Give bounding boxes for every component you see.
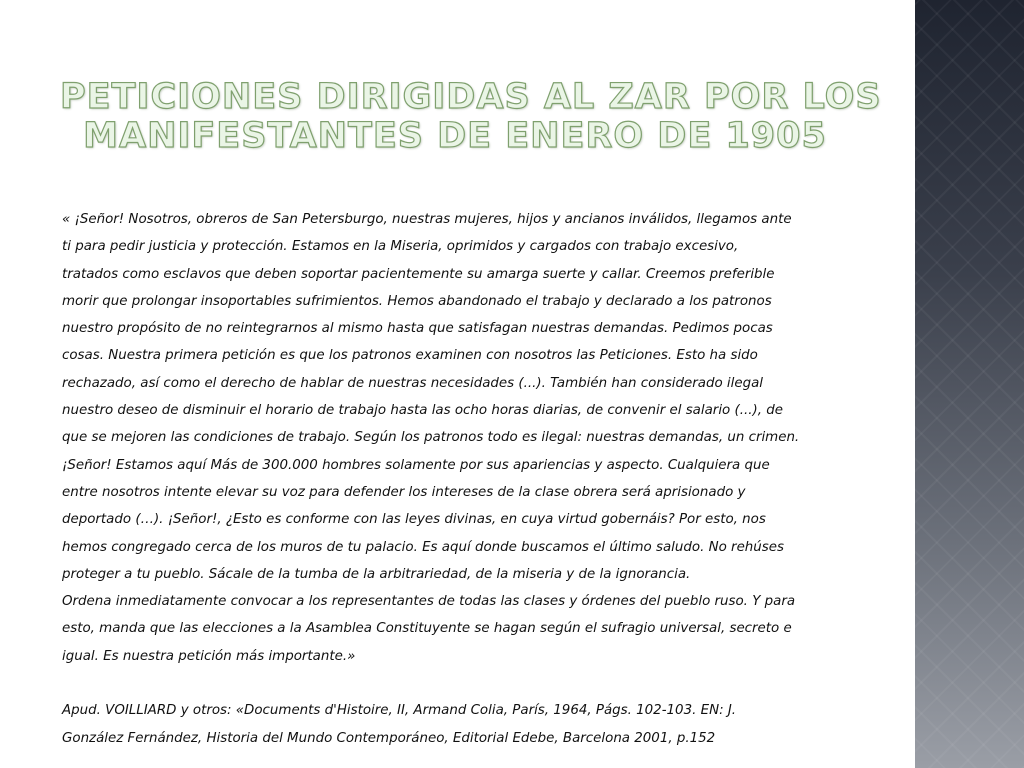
petition-line: ¡Señor! Estamos aquí Más de 300.000 hombres solamente por sus apariencias y aspecto. Cualquiera que: [62, 457, 770, 473]
petition-line: proteger a tu pueblo. Sácale de la tumba de la arbitrariedad, de la miseria y de la ignorancia.: [62, 566, 691, 582]
title-line: PETICIONES DIRIGIDAS AL ZAR POR LOS: [60, 77, 882, 117]
paragraph-spacer: [62, 670, 852, 697]
petition-line: nuestro propósito de no reintegrarnos al mismo hasta que satisfagan nuestras demandas. Pedimos pocas: [62, 321, 773, 337]
petition-line: hemos congregado cerca de los muros de tu palacio. Es aquí donde buscamos el último saludo. No rehúses: [62, 539, 784, 555]
petition-line: Ordena inmediatamente convocar a los representantes de todas las clases y órdenes del pueblo ruso. Y para: [62, 594, 796, 610]
petition-line: cosas. Nuestra primera petición es que los patronos examinen con nosotros las Peticiones. Esto ha sido: [62, 348, 758, 364]
slide-title: [60, 77, 882, 156]
petition-line: esto, manda que las elecciones a la Asamblea Constituyente se hagan según el sufragio universal, secreto e: [62, 621, 792, 637]
petition-line: que se mejoren las condiciones de trabajo. Según los patronos todo es ilegal: nuestras demandas, un crimen.: [62, 430, 800, 446]
citation-line: Apud. VOILLIARD y otros: «Documents d'Histoire, II, Armand Colia, París, 1964, Págs. 102-103. EN: J.: [62, 703, 737, 719]
petition-line: rechazado, así como el derecho de hablar de nuestras necesidades (...). También han considerado ilegal: [62, 375, 764, 391]
citation-line: González Fernández, Historia del Mundo Contemporáneo, Editorial Edebe, Barcelona 2001, p.152: [62, 730, 716, 746]
title-line: MANIFESTANTES DE ENERO DE 1905: [83, 116, 827, 156]
petition-line: igual. Es nuestra petición más importante.»: [62, 648, 356, 664]
petition-line: morir que prolongar insoportables sufrimientos. Hemos abandonado el trabajo y declarado a los patronos: [62, 293, 772, 309]
petition-line: nuestro deseo de disminuir el horario de trabajo hasta las ocho horas diarias, de convenir el salario (...), de: [62, 403, 783, 419]
petition-line: ti para pedir justicia y protección. Estamos en la Miseria, oprimidos y cargados con trabajo excesivo,: [62, 239, 739, 255]
petition-line: « ¡Señor! Nosotros, obreros de San Petersburgo, nuestras mujeres, hijos y ancianos inválidos, llegamos ante: [62, 212, 792, 227]
decorative-side-panel: [912, 0, 1024, 768]
petition-line: entre nosotros intente elevar su voz para defender los intereses de la clase obrera será aprisionado y: [62, 484, 746, 500]
petition-line: deportado (…). ¡Señor!, ¿Esto es conforme con las leyes divinas, en cuya virtud gobernáis? Por esto, nos: [62, 512, 766, 528]
petition-text-block: [62, 206, 852, 752]
petition-line: tratados como esclavos que deben soportar pacientemente su amarga suerte y callar. Creemos preferible: [62, 266, 775, 282]
